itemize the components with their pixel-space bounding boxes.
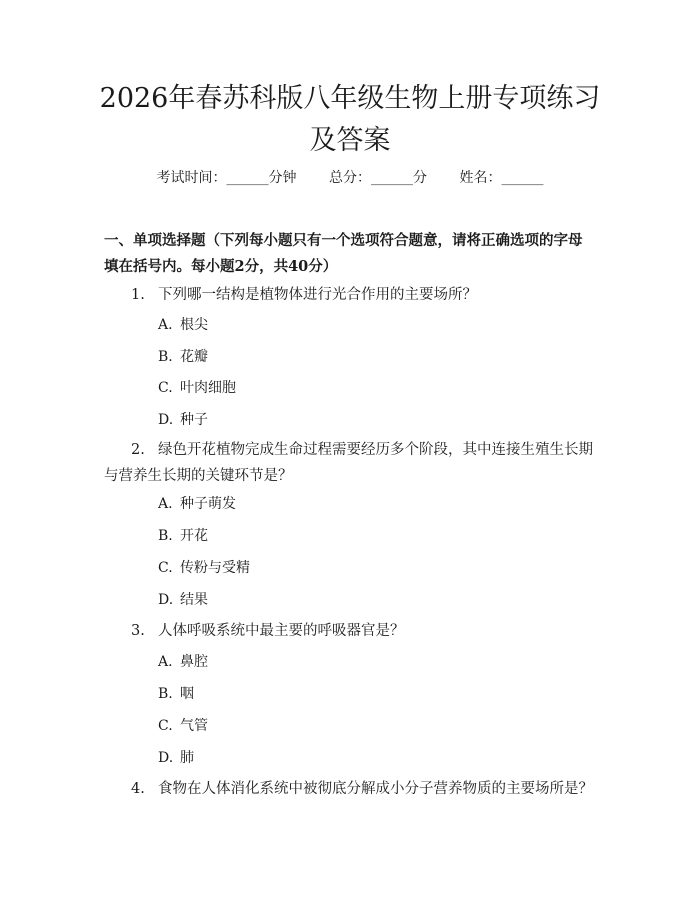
exam-time-field: 考试时间：______分钟	[156, 170, 297, 186]
option-2c	[158, 558, 250, 578]
option-2d	[158, 590, 208, 610]
option-text: 种子	[180, 412, 208, 428]
option-3a	[158, 652, 208, 672]
option-2a	[158, 494, 236, 514]
option-3b	[158, 684, 194, 704]
option-letter: B.	[158, 686, 173, 702]
option-text: 根尖	[180, 317, 208, 333]
question-text: 绿色开花植物完成生命过程需要经历多个阶段，其中连接生殖生长期与营养生长期的关键环节是？	[104, 442, 593, 484]
question-2	[104, 437, 596, 489]
option-text: 开花	[180, 528, 208, 544]
option-text: 花瓣	[180, 349, 208, 365]
option-letter: A.	[158, 496, 173, 512]
option-letter: D.	[158, 592, 174, 608]
option-3d	[158, 748, 194, 768]
option-letter: C.	[158, 380, 173, 396]
option-letter: B.	[158, 349, 173, 365]
option-letter: B.	[158, 528, 173, 544]
option-3c	[158, 716, 208, 736]
question-number: 2.	[131, 442, 145, 458]
option-text: 鼻腔	[180, 654, 208, 670]
option-text: 种子萌发	[180, 496, 236, 512]
student-name-field: 姓名：______	[459, 170, 544, 186]
option-letter: D.	[158, 750, 174, 766]
option-1d	[158, 410, 208, 430]
option-1a	[158, 315, 208, 335]
option-text: 结果	[180, 592, 208, 608]
section-heading-single-choice: 一、单项选择题（下列每小题只有一个选项符合题意，请将正确选项的字母填在括号内。每小题2分，共40分）	[104, 232, 583, 275]
option-1b	[158, 347, 208, 367]
option-text: 肺	[180, 750, 194, 766]
exam-meta	[0, 168, 700, 188]
question-3	[131, 618, 596, 644]
option-letter: A.	[158, 654, 173, 670]
option-text: 气管	[180, 718, 208, 734]
total-score-field: 总分：______分	[329, 170, 427, 186]
option-text: 咽	[180, 686, 194, 702]
document-title: 2026年春苏科版八年级生物上册专项练习及答案	[99, 83, 601, 156]
question-number: 3.	[131, 623, 145, 639]
option-1c	[158, 378, 236, 398]
option-letter: C.	[158, 560, 173, 576]
question-number: 4.	[131, 781, 145, 797]
option-letter: C.	[158, 718, 173, 734]
question-text: 人体呼吸系统中最主要的呼吸器官是？	[158, 623, 405, 639]
option-letter: D.	[158, 412, 174, 428]
option-letter: A.	[158, 317, 173, 333]
option-text: 传粉与受精	[180, 560, 250, 576]
question-text: 下列哪一结构是植物体进行光合作用的主要场所？	[158, 287, 477, 303]
question-4	[131, 776, 596, 802]
option-2b	[158, 526, 208, 546]
question-1	[131, 282, 596, 308]
option-text: 叶肉细胞	[180, 380, 236, 396]
question-number: 1.	[131, 287, 145, 303]
question-text: 食物在人体消化系统中被彻底分解成小分子营养物质的主要场所是？	[158, 781, 593, 797]
